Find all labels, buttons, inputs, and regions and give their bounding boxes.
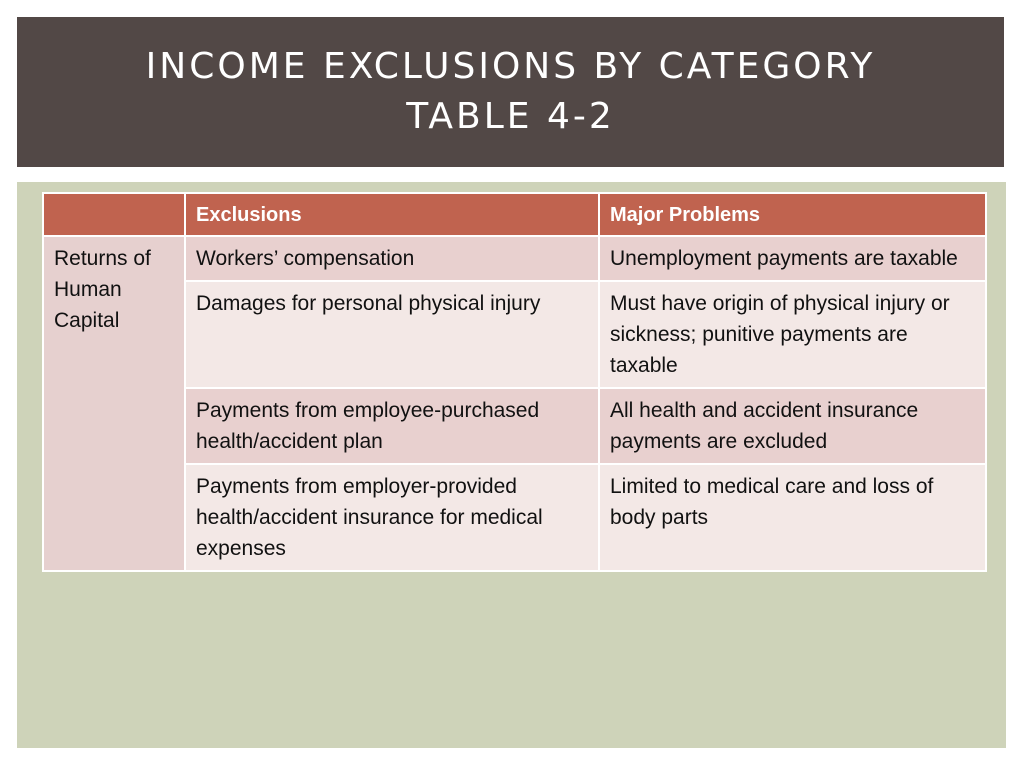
exclusion-cell: Payments from employee-purchased health/accident plan	[185, 388, 599, 464]
slide-subtitle: TABLE 4-2	[406, 96, 615, 137]
header-category	[43, 193, 185, 236]
problem-cell: Limited to medical care and loss of body parts	[599, 464, 986, 571]
exclusion-cell: Damages for personal physical injury	[185, 281, 599, 388]
table-row	[43, 464, 986, 571]
table-row	[43, 388, 986, 464]
problem-cell: Must have origin of physical injury or sickness; punitive payments are taxable	[599, 281, 986, 388]
problem-cell: All health and accident insurance payments are excluded	[599, 388, 986, 464]
table-row	[43, 236, 986, 281]
slide-title: INCOME EXCLUSIONS BY CATEGORY	[145, 46, 876, 87]
category-cell: Returns of Human Capital	[43, 236, 185, 571]
header-exclusions: Exclusions	[185, 193, 599, 236]
exclusion-cell: Payments from employer-provided health/accident insurance for medical expenses	[185, 464, 599, 571]
table-header-row	[43, 193, 986, 236]
title-bar	[17, 17, 1004, 167]
problem-cell: Unemployment payments are taxable	[599, 236, 986, 281]
table-row	[43, 281, 986, 388]
exclusions-table	[42, 192, 987, 572]
header-major-problems: Major Problems	[599, 193, 986, 236]
exclusion-cell: Workers’ compensation	[185, 236, 599, 281]
